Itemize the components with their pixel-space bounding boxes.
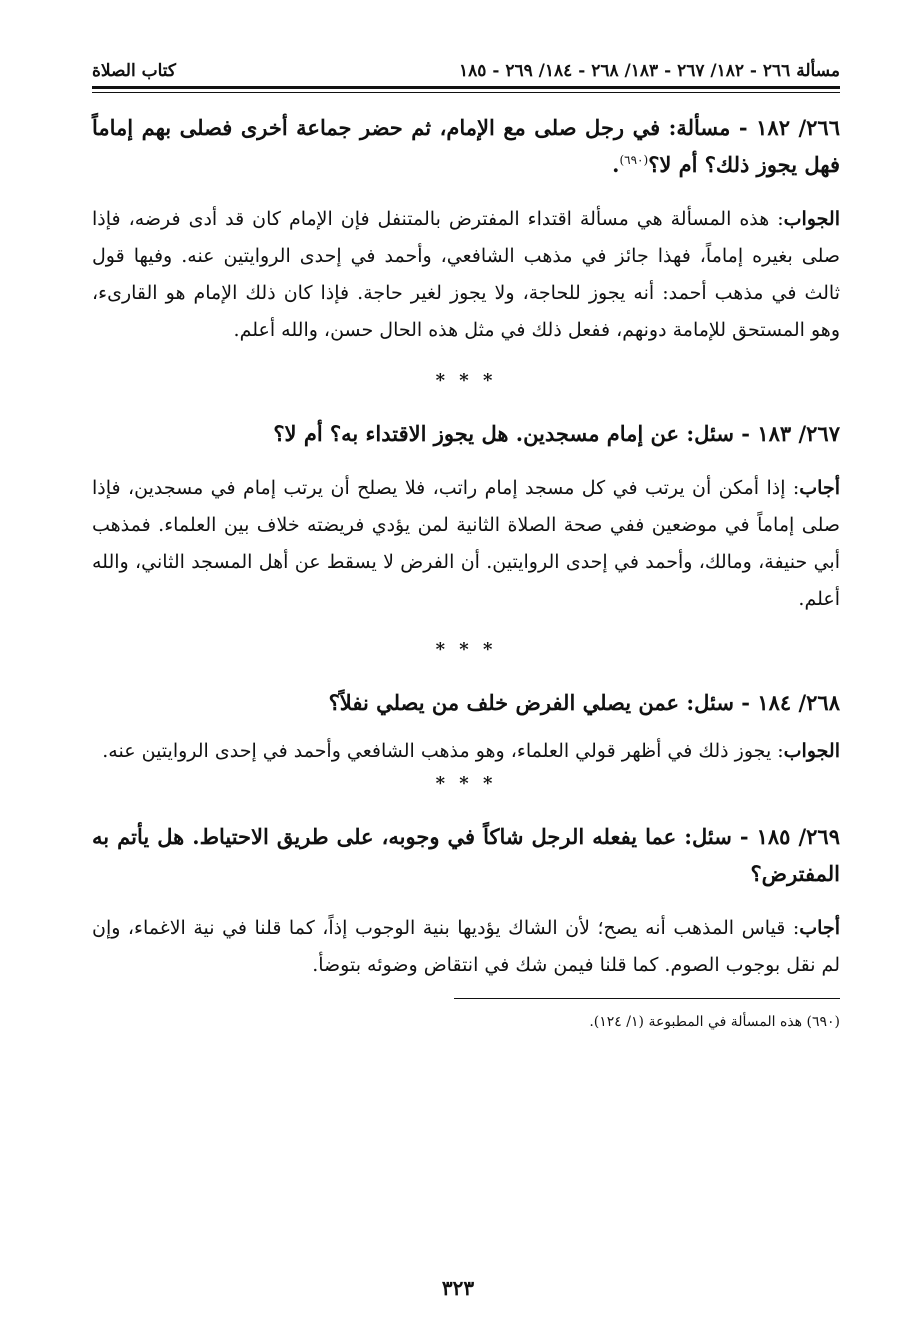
footnote: (٦٩٠) هذه المسألة في المطبوعة (١/ ١٢٤). [589,1014,840,1030]
question-269 [92,818,840,892]
question-label: سئل [694,690,734,715]
footnote-reference: (٦٩٠) [619,153,649,167]
answer-text: : يجوز ذلك في أظهر قولي العلماء، وهو مذهب الشافعي وأحمد في إحدى الروايتين عنه. [102,740,784,762]
book-page [92,40,840,1033]
question-number: ٢٦٨/ ١٨٤ - [733,690,840,715]
answer-label: أجاب [799,477,840,499]
question-number: ٢٦٩/ ١٨٥ - [731,824,840,849]
question-label: مسألة [676,115,731,140]
question-label: سئل [694,421,734,446]
answer-text: : إذا أمكن أن يرتب في كل مسجد إمام راتب، فلا يصلح أن يرتب إمام في مسجدين، فإذا صلى إماماً في موضعين ففي صحة الصلاة الثانية لمن يؤدي فريضته خلاف بين العلماء. فمذهب أبي حنيفة، ومالك، وأحمد في إحدى الروايتين. أن الفرض لا يسقط عن أهل المسجد الثاني، والله أعلم. [92,477,840,610]
book-title: كتاب الصلاة [92,61,177,81]
question-number: ٢٦٧/ ١٨٣ - [733,421,840,446]
section-separator: * * * [435,370,497,391]
question-end: . [612,152,620,177]
question-number: ٢٦٦/ ١٨٢ - [730,115,840,140]
question-266 [92,109,840,183]
section-separator: * * * [435,639,497,660]
issue-range: مسألة ٢٦٦ - ١٨٢/ ٢٦٧ - ١٨٣/ ٢٦٨ - ١٨٤/ ٢٦٩ - ١٨٥ [459,61,840,81]
answer-267 [92,470,840,618]
question-268 [92,684,840,721]
question-267 [92,415,840,452]
answer-266 [92,201,840,349]
answer-268 [92,733,840,770]
answer-269 [92,910,840,984]
section-separator: * * * [435,773,497,794]
answer-label: الجواب [783,740,840,762]
question-text: : في رجل صلى مع الإمام، ثم حضر جماعة أخرى فصلى بهم إماماً فهل يجوز ذلك؟ أم لا؟ [92,115,840,177]
question-text: : عمن يصلي الفرض خلف من يصلي نفلاً؟ [328,690,695,715]
question-text: : عما يفعله الرجل شاكاً في وجوبه، على طريق الاحتياط. هل يأتم به المفترض؟ [92,824,840,886]
answer-text: : هذه المسألة هي مسألة اقتداء المفترض بالمتنفل فإن الإمام كان قد أدى فرضه، فإذا صلى بغيره إماماً، فهذا جائز في مذهب الشافعي، وأحمد في إحدى الروايتين عنه. وفيها قول ثالث في مذهب أحمد: أنه يجوز للحاجة، ولا يجوز لغير حاجة. فإذا كان ذلك الإمام هو القارىء، وهو المستحق للإمامة دونهم، ففعل ذلك في مثل هذه الحال حسن، والله أعلم. [92,208,840,341]
page-number: ٣٢٣ [441,1276,475,1300]
answer-label: الجواب [783,208,840,230]
answer-label: أجاب [799,917,840,939]
question-text: : عن إمام مسجدين. هل يجوز الاقتداء به؟ أم لا؟ [273,421,695,446]
running-header [92,40,840,84]
header-rule-thick [92,86,840,89]
answer-text: : قياس المذهب أنه يصح؛ لأن الشاك يؤديها بنية الوجوب إذاً، كما قلنا في نية الاغماء، وإن لم نقل بوجوب الصوم. كما قلنا فيمن شك في انتقاض وضوئه بتوضأ. [92,917,840,976]
question-label: سئل [691,824,732,849]
